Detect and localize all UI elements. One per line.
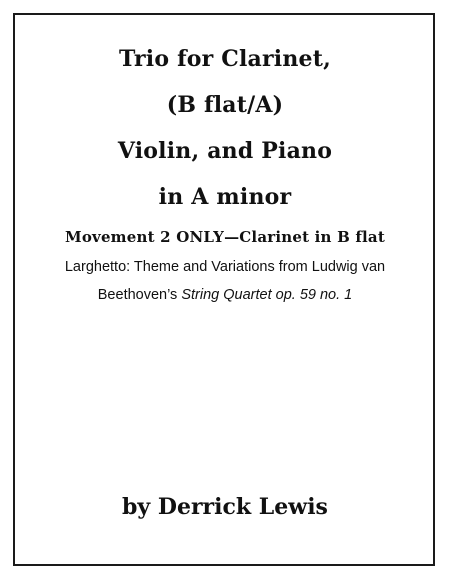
title-line-2: (B flat/A) xyxy=(166,92,284,118)
description-line-1: Larghetto: Theme and Variations from Ludwig van xyxy=(64,259,386,275)
title-line-4: in A minor xyxy=(158,184,292,210)
description-line-2-prefix: Beethoven’s xyxy=(97,287,182,303)
movement-subtitle: Movement 2 ONLY—Clarinet in B flat xyxy=(65,228,385,246)
author-credit: by Derrick Lewis xyxy=(122,494,328,520)
title-line-3: Violin, and Piano xyxy=(117,138,333,164)
description-work-title: String Quartet op. 59 no. 1 xyxy=(181,287,353,303)
description-line-2 xyxy=(0,287,450,303)
title-line-1: Trio for Clarinet, xyxy=(119,46,331,72)
